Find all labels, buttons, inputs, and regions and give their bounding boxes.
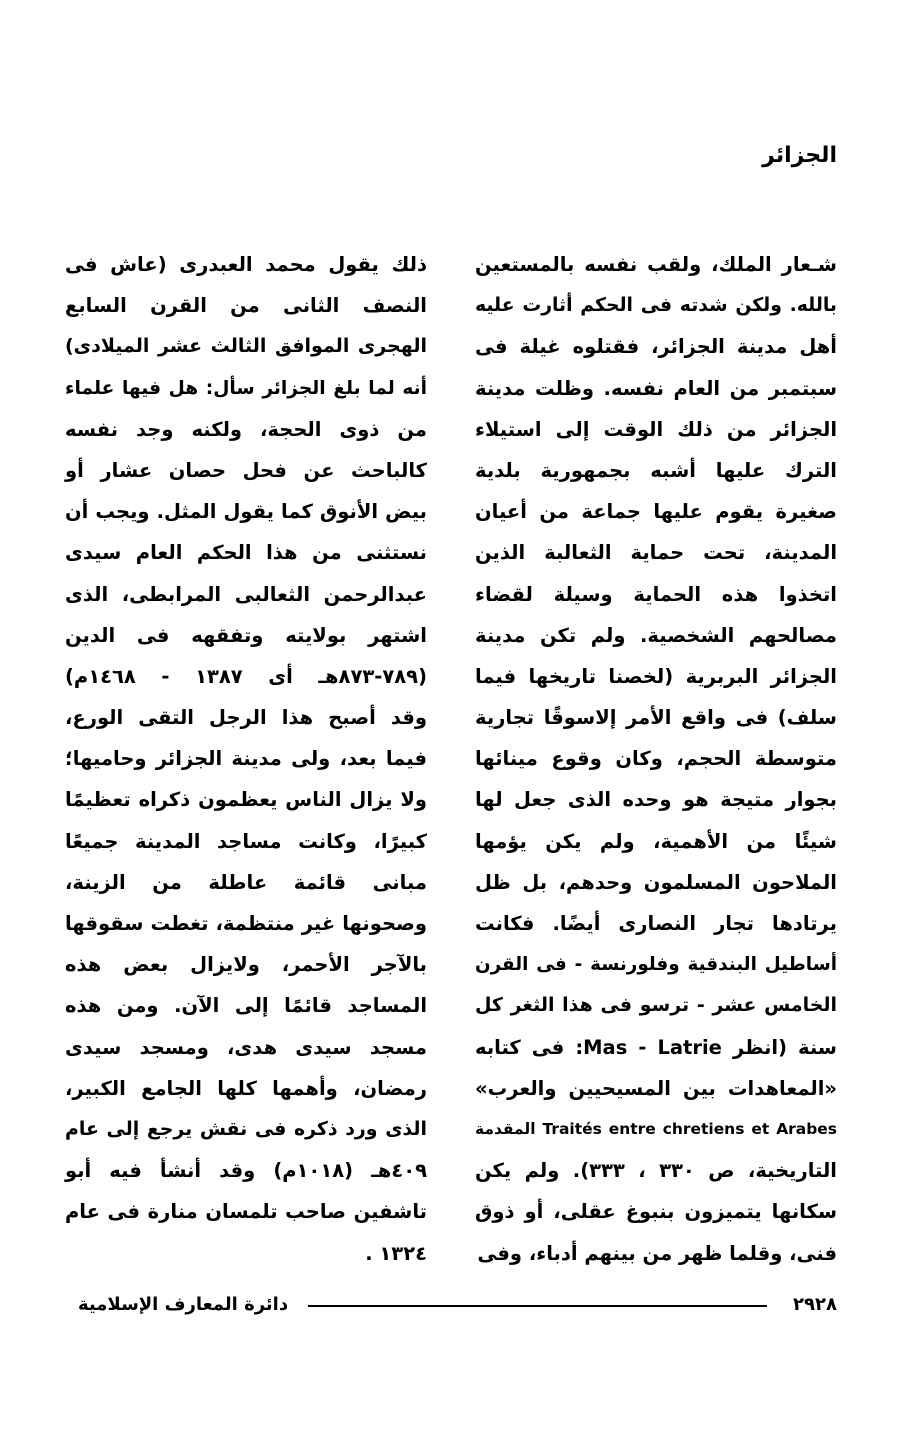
text-line: أساطيل البندقية وفلورنسة - فى القرن bbox=[475, 954, 837, 976]
footer-divider bbox=[308, 1305, 767, 1307]
text-line: نستثنى من هذا الحكم العام سيدى bbox=[65, 541, 427, 565]
text-line: سبتمبر من العام نفسه. وظلت مدينة bbox=[475, 376, 837, 400]
text-line: أهل مدينة الجزائر، فقتلوه غيلة فى bbox=[475, 335, 837, 359]
text-line: صغيرة يقوم عليها جماعة من أعيان bbox=[475, 500, 837, 524]
text-line: التاريخية، ص ٣٣٠ ، ٣٣٣). ولم يكن bbox=[475, 1159, 837, 1183]
text-line: سلف) فى واقع الأمر إلاسوقًا تجارية bbox=[475, 706, 837, 730]
text-line: شيئًا من الأهمية، ولم يكن يؤمها bbox=[475, 829, 837, 853]
text-line: سكانها يتميزون بنبوغ عقلى، أو ذوق bbox=[475, 1200, 837, 1224]
text-line: فنى، وقلما ظهر من بينهم أدباء، وفى bbox=[477, 1241, 837, 1265]
text-line: ولا يزال الناس يعظمون ذكراه تعظيمًا bbox=[65, 788, 427, 812]
page-footer bbox=[78, 1290, 837, 1320]
text-line: بيض الأنوق كما يقول المثل. ويجب أن bbox=[65, 500, 427, 524]
text-line: الجزائر من ذلك الوقت إلى استيلاء bbox=[475, 417, 837, 441]
text-line: من ذوى الحجة، ولكنه وجد نفسه bbox=[65, 417, 427, 441]
text-line: بجوار متيجة هو وحده الذى جعل لها bbox=[475, 788, 837, 812]
page-number: ٢٩٢٨ bbox=[793, 1294, 837, 1315]
text-column-right bbox=[475, 244, 837, 1274]
text-line: بالله. ولكن شدته فى الحكم أثارت عليه bbox=[475, 295, 837, 317]
text-line: (٧٨٩-٨٧٣هـ أى ١٣٨٧ - ١٤٦٨م) bbox=[65, 664, 427, 688]
text-line: كالباحث عن فحل حصان عشار أو bbox=[65, 458, 427, 482]
text-line: Traités entre chretiens et Arabes المقدمة bbox=[475, 1119, 837, 1138]
text-line: وصحونها غير منتظمة، تغطت سقوقها bbox=[65, 912, 427, 935]
text-line: عبدالرحمن الثعالبى المرابطى، الذى bbox=[65, 582, 427, 606]
text-line: اشتهر بولايته وتفقهه فى الدين bbox=[65, 623, 427, 647]
text-line: الخامس عشر - ترسو فى هذا الثغر كل bbox=[475, 994, 837, 1017]
text-line: الترك عليها أشبه بجمهورية بلدية bbox=[475, 458, 837, 482]
publication-title: دائرة المعارف الإسلامية bbox=[78, 1294, 289, 1315]
text-line: متوسطة الحجم، وكان وقوع مينائها bbox=[475, 747, 837, 771]
text-line: ٤٠٩هـ (١٠١٨م) وقد أنشأ فيه أبو bbox=[65, 1159, 428, 1183]
text-line: فيما بعد، ولى مدينة الجزائر وحاميها؛ bbox=[65, 747, 427, 771]
text-line: ذلك يقول محمد العبدرى (عاش فى bbox=[65, 253, 427, 276]
text-line: تاشفين صاحب تلمسان منارة فى عام bbox=[65, 1200, 427, 1224]
text-line: اتخذوا هذه الحماية وسيلة لقضاء bbox=[475, 582, 837, 606]
text-line: مبانى قائمة عاطلة من الزينة، bbox=[65, 870, 427, 894]
text-line: الملاحون المسلمون وحدهم، بل ظل bbox=[475, 870, 837, 894]
text-line: الهجرى الموافق الثالث عشر الميلادى) bbox=[65, 335, 427, 358]
text-line: وقد أصبح هذا الرجل التقى الورع، bbox=[65, 706, 427, 730]
text-line: كبيرًا، وكانت مساجد المدينة جميعًا bbox=[65, 829, 427, 853]
text-line: النصف الثانى من القرن السابع bbox=[65, 294, 427, 318]
text-line: المدينة، تحت حماية الثعالبة الذين bbox=[475, 541, 837, 565]
text-line: مسجد سيدى هدى، ومسجد سيدى bbox=[65, 1035, 427, 1059]
text-line: يرتادها تجار النصارى أيضًا. فكانت bbox=[475, 912, 837, 935]
running-header: الجزائر bbox=[762, 143, 837, 168]
text-line: المساجد قائمًا إلى الآن. ومن هذه bbox=[65, 994, 427, 1018]
text-line: أنه لما بلغ الجزائر سأل: هل فيها علماء bbox=[65, 377, 427, 399]
text-line: ١٣٢٤ . bbox=[365, 1241, 427, 1265]
text-line: الجزائر البربرية (لخصنا تاريخها فيما bbox=[475, 664, 837, 688]
text-line: رمضان، وأهمها كلها الجامع الكبير، bbox=[65, 1076, 427, 1100]
text-line: شـعار الملك، ولقب نفسه بالمستعين bbox=[475, 253, 837, 276]
text-line: سنة (انظر Mas - Latrie: فى كتابه bbox=[475, 1035, 837, 1059]
text-column-left bbox=[65, 244, 427, 1274]
text-line: مصالحهم الشخصية. ولم تكن مدينة bbox=[475, 623, 837, 647]
text-line: الذى ورد ذكره فى نقش يرجع إلى عام bbox=[65, 1117, 427, 1140]
text-line: «المعاهدات بين المسيحيين والعرب» bbox=[475, 1076, 837, 1100]
text-line: بالآجر الأحمر، ولايزال بعض هذه bbox=[65, 953, 427, 977]
